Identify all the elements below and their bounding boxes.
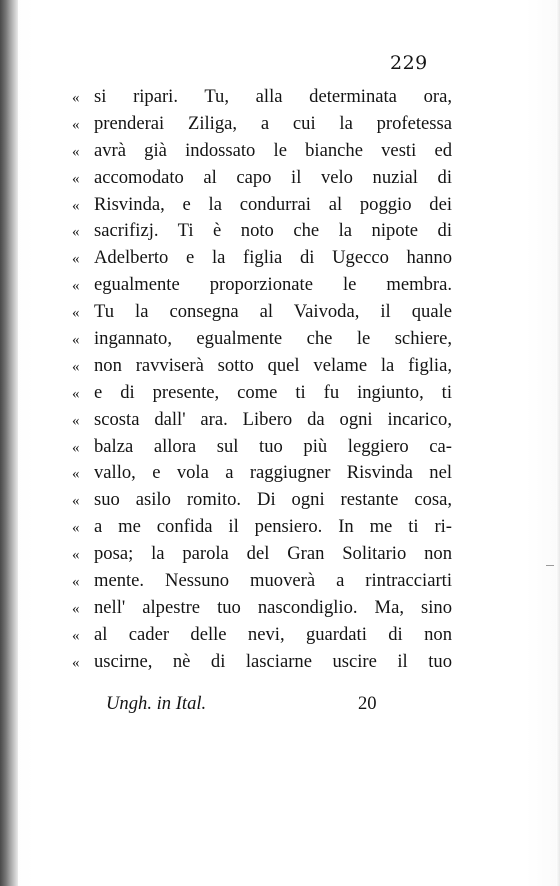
quote-mark: « [72,520,80,537]
page-edge [556,0,560,886]
text-line [72,541,452,568]
line-text: Risvinda, e la condurrai al poggio dei [94,193,452,215]
text-line [72,380,452,407]
text-line [72,568,452,595]
text-line [72,138,452,165]
quote-mark: « [72,654,80,671]
line-text: Tu la consegna al Vaivoda, il quale [94,301,452,323]
quote-mark: « [72,278,80,295]
line-text: non ravviserà sotto quel velame la figlia, [94,354,452,376]
text-line [72,218,452,245]
quote-mark: « [72,251,80,268]
line-text: vallo, e vola a raggiugner Risvinda nel [94,462,452,484]
quote-mark: « [72,332,80,349]
quote-mark: « [72,600,80,617]
line-text: suo asilo romito. Di ogni restante cosa, [94,489,452,511]
quote-mark: « [72,385,80,402]
quote-mark: « [72,547,80,564]
line-text: e di presente, come ti fu ingiunto, ti [94,381,452,403]
line-text: scosta dall' ara. Libero da ogni incarico, [94,408,452,430]
text-line [72,272,452,299]
quote-mark: « [72,143,80,160]
line-text: avrà già indossato le bianche vesti ed [94,139,452,161]
quote-mark: « [72,197,80,214]
quote-mark: « [72,116,80,133]
quote-mark: « [72,466,80,483]
line-text: si ripari. Tu, alla determinata ora, [94,86,452,107]
text-line [72,514,452,541]
text-line [72,649,452,676]
line-text: Adelberto e la figlia di Ugecco hanno [94,247,452,269]
quote-mark: « [72,574,80,591]
quote-mark: « [72,170,80,187]
quote-mark: « [72,439,80,456]
text-line [72,622,452,649]
quote-mark: « [72,305,80,322]
line-text: nell' alpestre tuo nascondiglio. Ma, sino [94,596,452,618]
signature-mark: Ungh. in Ital. [106,693,207,714]
sheet-number: 20 [358,693,377,714]
text-line [72,353,452,380]
text-line [72,192,452,219]
line-text: al cader delle nevi, guardati di non [94,623,452,645]
text-body [72,84,452,676]
line-text: uscirne, nè di lasciarne uscire il tuo [94,650,452,672]
quote-mark: « [72,90,80,106]
quote-mark: « [72,412,80,429]
page-footer [106,693,406,719]
text-line [72,165,452,192]
paper-speck [546,565,554,566]
quote-mark: « [72,224,80,241]
quote-mark: « [72,493,80,510]
binding-shadow [0,0,18,886]
text-line [72,245,452,272]
line-text: sacrifizj. Ti è noto che la nipote di [94,220,452,242]
page-number: 229 [390,52,428,74]
line-text: prenderai Ziliga, a cui la profetessa [94,112,452,134]
line-text: accomodato al capo il velo nuzial di [94,166,452,188]
text-line [72,434,452,461]
line-text: egualmente proporzionate le membra. [94,274,452,296]
text-line [72,299,452,326]
text-line [72,111,452,138]
line-text: balza allora sul tuo più leggiero ca- [94,435,452,457]
line-text: mente. Nessuno muoverà a rintracciarti [94,570,452,592]
text-line [72,407,452,434]
text-line [72,326,452,353]
text-line [72,460,452,487]
line-text: ingannato, egualmente che le schiere, [94,328,452,350]
quote-mark: « [72,627,80,644]
text-line [72,487,452,514]
line-text: posa; la parola del Gran Solitario non [94,543,452,565]
line-text: a me confida il pensiero. In me ti ri- [94,516,452,538]
text-line [72,595,452,622]
quote-mark: « [72,358,80,375]
text-line [72,84,452,111]
